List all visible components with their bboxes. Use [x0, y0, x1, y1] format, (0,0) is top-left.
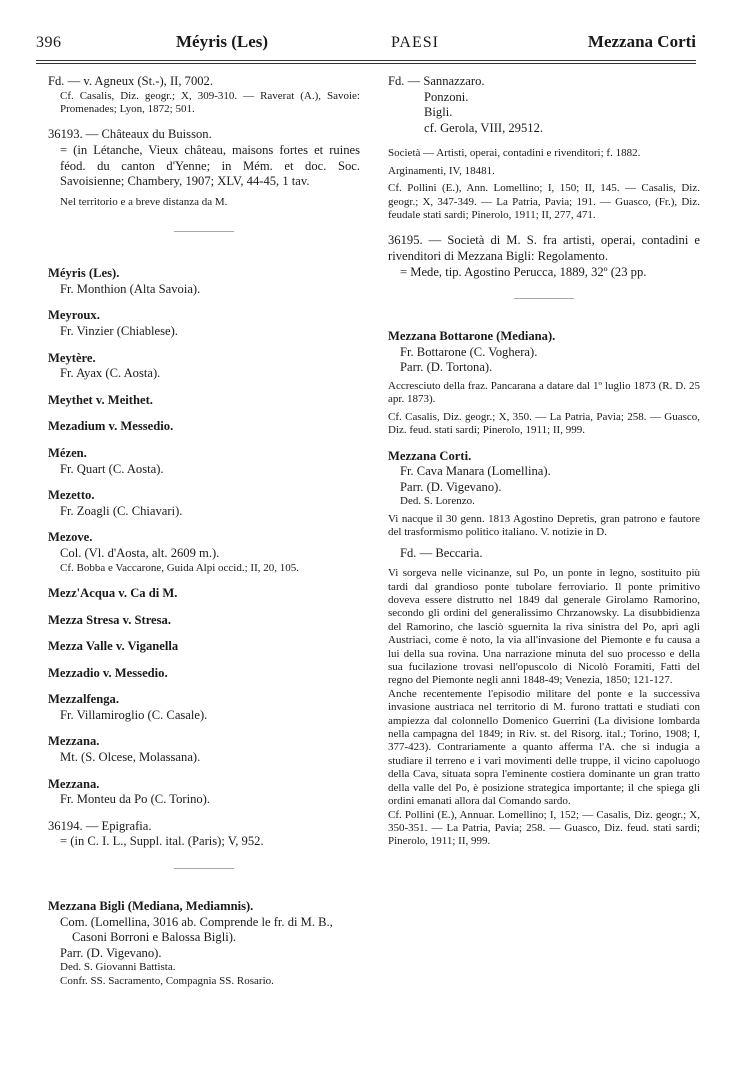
- entry-line: Fr. Monteu da Po (C. Torino).: [60, 792, 211, 807]
- headword: Mezza Valle v. Viganella: [48, 639, 179, 654]
- separator: [174, 868, 234, 869]
- entry-line: Fd. — v. Agneux (St.-), II, 7002.: [48, 74, 213, 88]
- header-rule-double: [36, 63, 696, 64]
- running-head-left: Méyris (Les): [176, 32, 269, 51]
- running-head-right: Mezzana Corti: [587, 32, 696, 51]
- headword: Mezadium v. Messedio.: [48, 419, 174, 434]
- headword: Meytère.: [48, 350, 96, 365]
- headword: Mezza Stresa v. Stresa.: [48, 612, 171, 627]
- entry-line: Fd. — Beccaria.: [400, 545, 483, 560]
- separator: [174, 231, 234, 232]
- entry-line: Parr. (D. Vigevano).: [400, 479, 502, 494]
- entry-line: Fd. — Sannazzaro.: [388, 74, 485, 88]
- headword: Meythet v. Meithet.: [48, 392, 153, 407]
- entry-line: Fr. Ayax (C. Aosta).: [60, 366, 161, 381]
- entry-line: Confr. SS. Sacramento, Compagnia SS. Rosario.: [60, 974, 274, 987]
- entry-line: Mt. (S. Olcese, Molassana).: [60, 750, 201, 765]
- citation: Cf. Pollini (E.), Ann. Lomellino; I, 150; II, 145. — Casalis, Diz. geogr.; X, 347-349. — La Patria, Pavia; 191. — Guasco, (Fr.), Diz. feudale stati sardi; Pinerolo, 1911; II, 277, 471.: [388, 182, 700, 221]
- entry-line: Fr. Villamiroglio (C. Casale).: [60, 707, 208, 722]
- right-column: [388, 74, 700, 860]
- entry-line: Bigli.: [424, 105, 453, 120]
- headword: Mezzana Bottarone (Mediana).: [388, 329, 556, 344]
- headword: Mezetto.: [48, 488, 95, 503]
- note: Vi nacque il 30 genn. 1813 Agostino Depretis, gran patrono e fautore del trasformismo politico italiano. V. notizie in D.: [388, 512, 700, 539]
- header-rule: [36, 60, 696, 61]
- headword: Mezzana Corti.: [388, 448, 472, 463]
- headword: Méyris (Les).: [48, 266, 120, 281]
- headword: Mezzana Bigli (Mediana, Mediamnis).: [48, 899, 254, 914]
- page-header: [36, 30, 696, 56]
- note: Accresciuto della fraz. Pancarana a datare dal 1º luglio 1873 (R. D. 25 apr. 1873).: [388, 379, 700, 406]
- entry-line: Fr. Monthion (Alta Savoia).: [60, 281, 201, 296]
- entry-line: Parr. (D. Tortona).: [400, 360, 493, 375]
- note-paragraph: Vi sorgeva nelle vicinanze, sul Po, un ponte in legno, sostituito più tardi dal grandioso ponte tubolare ferroviario. Il ponte primitivo doveva essere distrutto nel 1849 dal generale Girolamo Ramorino, secondo gli ordini del generalissimo Chrzanowsky. La disubbidienza del Ramorino, che lasciò sguernita la riva sinistra del Po, aprì agli Austriaci, come è noto, la via all'invasione del Piemonte e fu causa a lui della sua rovina. Una narrazione minuta del suo processo e della sua fucilazione trovasi nell'opuscolo di Nicolò Foramiti, Fatti del regno del Piemonte negli anni 1848-49; Venezia, 1850; 121-127.: [388, 567, 700, 687]
- entry-line: Com. (Lomellina, 3016 ab. Comprende le fr. di M. B., Casoni Borroni e Balossa Bigli).: [60, 914, 333, 945]
- entry-line: Parr. (D. Vigevano).: [60, 945, 162, 960]
- record-body: = (in Létanche, Vieux château, maisons fortes et ruines féod. du canton d'Yenne; in Mém. et doc. Soc. Savoisienne; Chambery, 1907; XLV, 44-45, 1 tav.: [60, 143, 360, 189]
- entry-line: Col. (Vl. d'Aosta, alt. 2609 m.).: [60, 545, 220, 560]
- headword: Mezzadio v. Messedio.: [48, 665, 168, 680]
- entry-line: Fr. Cava Manara (Lomellina).: [400, 464, 551, 479]
- record-title: 36195. — Società di M. S. fra artisti, operai, contadini e rivenditori di Mezzana Bigli: Regolamento.: [388, 233, 700, 263]
- page-number: 396: [36, 34, 62, 51]
- headword: Meyroux.: [48, 308, 100, 323]
- entry-line: Ded. S. Lorenzo.: [400, 495, 475, 508]
- record-body: = (in C. I. L., Suppl. ital. (Paris); V, 952.: [60, 834, 264, 849]
- running-head-center: PAESI: [391, 34, 439, 51]
- note-paragraph: Anche recentemente l'episodio militare del ponte e la successiva invasione austriaca nel territorio di M. furono trattati e studiati con ampiezza dal colonnello Domenico Guerrini (La divisione lombarda nella campagna del 1849; in Riv. st. del Risorg. ital.; Torino, 1908; I, 377-423). Contrariamente a quanto afferma l'A. che si indugia a studiare il terreno e i vari movimenti delle truppe, il vicino capoluogo della Cava, situata sopra l'eminente costiera dominante un gran tratto della valle del Po, è posizione strategica importante; il che spiega gli ordini emanati allora dal Comando sardo.: [388, 687, 700, 808]
- citation: Cf. Pollini (E.), Annuar. Lomellino; I, 152; — Casalis, Diz. geogr.; X, 350-351. — La Patria, Pavia; 258. — Guasco, Diz. feud. stati sardi; Pinerolo, 1911; II, 999.: [388, 808, 700, 848]
- citation: Cf. Casalis, Diz. geogr.; X, 350. — La Patria, Pavia; 258. — Guasco, Diz. feud. stati sardi; Pinerolo, 1911; II, 999.: [388, 410, 700, 437]
- record-title: 36193. — Châteaux du Buisson.: [48, 127, 212, 142]
- entry-line: cf. Gerola, VIII, 29512.: [424, 120, 544, 135]
- headword: Mézen.: [48, 445, 87, 460]
- entry-line: Fr. Bottarone (C. Voghera).: [400, 344, 538, 359]
- left-column: [48, 74, 360, 999]
- headword: Mezz'Acqua v. Ca di M.: [48, 585, 178, 600]
- record-body: = Mede, tip. Agostino Perucca, 1889, 32º (23 pp.: [400, 264, 647, 279]
- citation: Cf. Casalis, Diz. geogr.; X, 309-310. — Raverat (A.), Savoie: Promenades; Lyon, 1872; 501.: [60, 89, 360, 115]
- entry-line: Ded. S. Giovanni Battista.: [60, 961, 176, 974]
- separator: [514, 298, 574, 299]
- headword: Mezzana.: [48, 776, 100, 791]
- entry-line: Fr. Vinzier (Chiablese).: [60, 323, 178, 338]
- citation: Cf. Bobba e Vaccarone, Guida Alpi occid.; II, 20, 105.: [60, 561, 299, 574]
- note: Arginamenti, IV, 18481.: [388, 164, 495, 177]
- entry-line: Fr. Quart (C. Aosta).: [60, 461, 164, 476]
- headword: Mezzana.: [48, 734, 100, 749]
- entry-line: Fr. Zoagli (C. Chiavari).: [60, 503, 183, 518]
- headword: Mezove.: [48, 530, 93, 545]
- entry-line: Ponzoni.: [424, 89, 469, 104]
- note: Nel territorio e a breve distanza da M.: [60, 195, 228, 208]
- headword: Mezzalfenga.: [48, 692, 119, 707]
- record-title: 36194. — Epigrafia.: [48, 818, 152, 833]
- note: Società — Artisti, operai, contadini e rivenditori; f. 1882.: [388, 147, 641, 160]
